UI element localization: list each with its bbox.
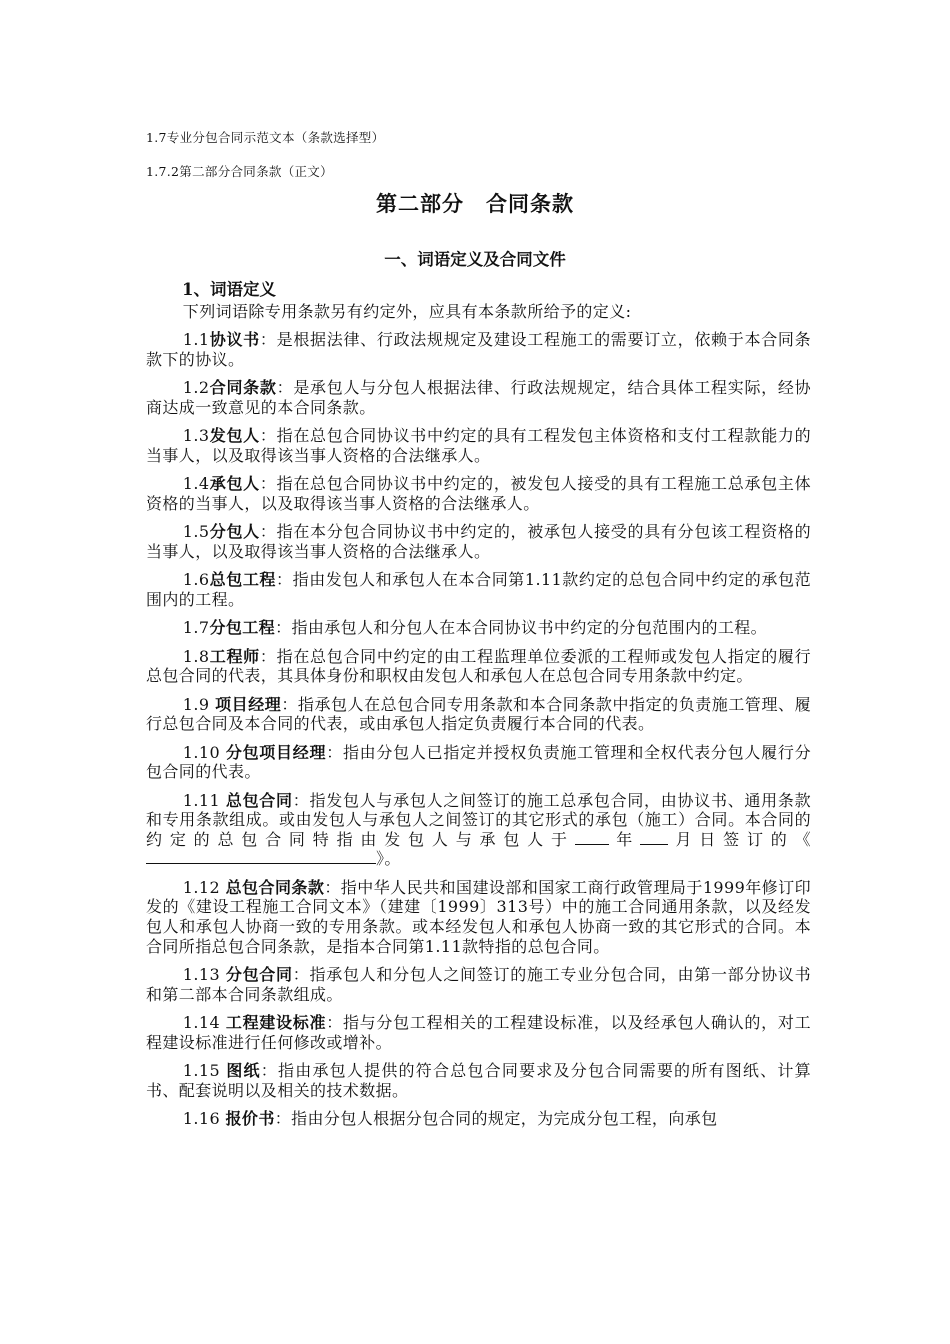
clause-text: ：指由分包人根据分包合同的规定，为完成分包工程，向承包 bbox=[274, 1108, 718, 1128]
clause-term: 图纸 bbox=[226, 1060, 261, 1080]
clause-1-5 bbox=[146, 522, 811, 561]
clause-text: ：指由承包人和分包人在本合同协议书中约定的分包范围内的工程。 bbox=[275, 618, 768, 638]
clause-text: ：指在总包合同协议书中约定的，被发包人接受的具有工程施工总承包主体资格的当事人，以及取得该当事人资格的合法继承人。 bbox=[146, 474, 812, 513]
clause-number: 1.16 bbox=[182, 1108, 226, 1128]
clause-number: 1.3 bbox=[182, 426, 210, 446]
clause-term: 分包工程 bbox=[209, 618, 276, 638]
section-title: 一、词语定义及合同文件 bbox=[384, 250, 566, 269]
clause-text-end: 》。 bbox=[376, 849, 401, 869]
clause-number: 1.6 bbox=[182, 570, 210, 590]
clause-text: ：指由承包人提供的符合总包合同要求及分包合同需要的所有图纸、计算书、配套说明以及相关的技术数据。 bbox=[146, 1060, 811, 1100]
clause-number: 1.2 bbox=[182, 378, 210, 398]
clause-number: 1.14 bbox=[182, 1012, 226, 1032]
year-blank[interactable] bbox=[575, 830, 609, 845]
clause-text: ：指由分包人已指定并授权负责施工管理和全权代表分包人履行分包合同的代表。 bbox=[146, 742, 811, 782]
clause-number: 1.1 bbox=[182, 330, 210, 350]
header-line-2: 1.7.2第二部分合同条款（正文） bbox=[146, 164, 333, 179]
month-blank[interactable] bbox=[640, 830, 668, 845]
clause-1-12 bbox=[146, 878, 811, 956]
clause-number: 1.13 bbox=[182, 964, 226, 984]
clause-text: ：是根据法律、行政法规规定及建设工程施工的需要订立，依赖于本合同条款下的协议。 bbox=[146, 330, 812, 369]
clause-text: ：指承包人在总包合同专用条款和本合同条款中指定的负责施工管理、履行总包合同及本合同的代表，或由承包人指定负责履行本合同的代表。 bbox=[146, 694, 811, 734]
clause-text: ：指在总包合同中约定的由工程监理单位委派的工程师或发包人指定的履行总包合同的代表，其具体身份和职权由发包人和承包人在总包合同专用条款中约定。 bbox=[146, 646, 812, 686]
clause-text-month: 月日签订的《 bbox=[668, 829, 811, 849]
clause-number: 1.15 bbox=[182, 1060, 227, 1080]
clause-1-2 bbox=[146, 378, 811, 417]
clause-term: 项目经理 bbox=[215, 694, 282, 714]
clause-number: 1.5 bbox=[182, 522, 210, 542]
clause-text: ：指与分包工程相关的工程建设标准，以及经承包人确认的，对工程建设标准进行任何修改或增补。 bbox=[146, 1012, 811, 1052]
clause-text-year: 年 bbox=[608, 829, 641, 849]
clause-1-4 bbox=[146, 474, 811, 513]
header-line-1: 1.7专业分包合同示范文本（条款选择型） bbox=[146, 130, 385, 145]
clause-number: 1.11 bbox=[182, 790, 226, 810]
clause-1-13 bbox=[146, 965, 811, 1004]
clause-term: 总包合同条款 bbox=[225, 877, 325, 897]
clause-1-9 bbox=[146, 695, 811, 734]
document-title: 第二部分 合同条款 bbox=[376, 191, 574, 216]
clause-term: 分包人 bbox=[209, 522, 260, 542]
clause-text: ：指发包人与承包人之间签订的施工总承包合同，由协议书、通用条款和专用条款组成。或由发包人与承包人之间签订的其它形式的承包（施工）合同。本合同的约定的总包合同特指由发包人与承包人于 bbox=[146, 790, 811, 849]
clause-1-1 bbox=[146, 330, 811, 369]
clause-text: ：是承包人与分包人根据法律、行政法规规定，结合具体工程实际，经协商达成一致意见的本合同条款。 bbox=[146, 378, 811, 417]
clause-term: 分包项目经理 bbox=[225, 742, 327, 762]
clause-text: ：指在总包合同协议书中约定的具有工程发包主体资格和支付工程款能力的当事人，以及取得该当事人资格的合法继承人。 bbox=[146, 426, 812, 465]
clause-term: 总包工程 bbox=[209, 570, 277, 590]
intro-paragraph: 下列词语除专用条款另有约定外，应具有本条款所给予的定义: bbox=[182, 302, 632, 321]
clause-term: 承包人 bbox=[209, 474, 260, 494]
clause-text: ：指由发包人和承包人在本合同第1.11款约定的总包合同中约定的承包范围内的工程。 bbox=[146, 570, 811, 609]
clause-term: 工程师 bbox=[209, 646, 260, 666]
clause-term: 总包合同 bbox=[225, 790, 293, 810]
document-body bbox=[146, 302, 811, 1137]
clause-number: 1.7 bbox=[182, 618, 210, 638]
clause-text: ：指在本分包合同协议书中约定的，被承包人接受的具有分包该工程资格的当事人，以及取得该当事人资格的合法继承人。 bbox=[146, 522, 812, 561]
clause-1-8 bbox=[146, 647, 811, 686]
clause-term: 报价书 bbox=[225, 1108, 275, 1128]
clause-text: ：指承包人和分包人之间签订的施工专业分包合同，由第一部分协议书和第二部本合同条款组成。 bbox=[146, 964, 811, 1004]
clause-number: 1.4 bbox=[182, 474, 210, 494]
clause-term: 工程建设标准 bbox=[225, 1012, 327, 1032]
clause-1-6 bbox=[146, 570, 811, 609]
clause-1-16 bbox=[146, 1109, 811, 1129]
clause-term: 分包合同 bbox=[225, 964, 293, 984]
clause-number: 1.10 bbox=[182, 742, 226, 762]
clause-1-11 bbox=[146, 791, 811, 869]
clause-1-10 bbox=[146, 743, 811, 782]
clause-number: 1.12 bbox=[182, 877, 226, 897]
contract-name-blank[interactable] bbox=[146, 849, 376, 864]
clause-number: 1.9 bbox=[182, 694, 216, 714]
clause-term: 协议书 bbox=[209, 330, 260, 350]
clause-1-3 bbox=[146, 426, 811, 465]
clause-1-14 bbox=[146, 1013, 811, 1052]
clause-number: 1.8 bbox=[182, 646, 210, 666]
clause-1-7 bbox=[146, 618, 811, 638]
subsection-title: 1、词语定义 bbox=[182, 280, 276, 299]
clause-text: ：指中华人民共和国建设部和国家工商行政管理局于1999年修订印发的《建设工程施工合同文本》（建建〔1999〕313号）中的施工合同通用条款，以及经发包人和承包人协商一致的专用条款。或本经发包人和承包人协商一致的其它形式的合同。本合同所指总包合同条款，是指本合同第1.11款特指的总包合同。 bbox=[146, 877, 811, 956]
clause-1-15 bbox=[146, 1061, 811, 1100]
clause-term: 合同条款 bbox=[209, 378, 277, 398]
clause-term: 发包人 bbox=[209, 426, 260, 446]
